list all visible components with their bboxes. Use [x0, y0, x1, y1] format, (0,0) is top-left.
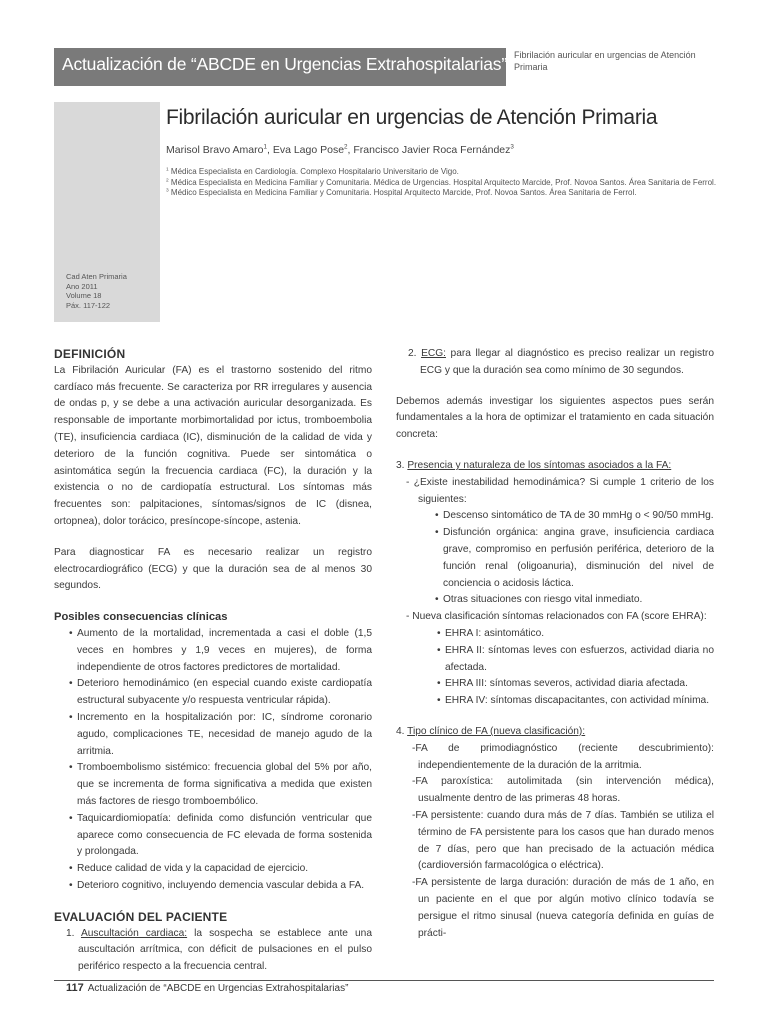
fa-type: -FA persistente de larga duración: duración de más de 1 año, en un paciente en el que por algún motivo clínico todavía se persigue el ritmo sinusal (nueva categoría definida en guías de prácti- [412, 877, 714, 939]
article-title: Fibrilación auricular en urgencias de Atención Primaria [166, 106, 658, 129]
section-heading-definicion: DEFINICIÓN [54, 347, 126, 361]
affiliation: $^2$ Médica Especialista en Medicina Familiar y Comunitaria. Médica de Urgencias. Hospital Arquitecto Marcide, Prof. Novoa Santos. Área Sanitaria de Ferrol. [166, 177, 717, 187]
list-item: • Otras situaciones con riesgo vital inmediato. [436, 592, 714, 609]
instability-list [396, 508, 714, 609]
footer-text: Actualización de “ABCDE en Urgencias Extrahospitalarias” [87, 983, 349, 994]
fa-type: -FA persistente: cuando dura más de 7 días. También se utiliza el término de FA persistente para los casos que han durado menos de 7 días, pero que han precisado de la actuación médica (cardioversión farmacológica o eléctrica). [412, 809, 714, 872]
journal-name: Cad Aten Primaria [66, 272, 127, 281]
paragraph: Debemos además investigar los siguientes aspectos pues serán fundamentales a la hora de optimizar el tratamiento en cada situación concreta: [396, 395, 714, 441]
subheading-consecuencias: Posibles consecuencias clínicas [54, 611, 228, 624]
list-item: • Taquicardiomiopatía: definida como disfunción ventricular que aparece como consecuencia de FC elevada de forma sostenida y prolongada. [70, 811, 372, 861]
list-item: • EHRA I: asintomático. [438, 626, 714, 643]
evaluation-list-cont [396, 346, 714, 380]
instability-question: - ¿Existe inestabilidad hemodinámica? Si cumple 1 criterio de los siguientes: [406, 476, 714, 505]
journal-volume: Volume 18 [66, 291, 102, 301]
author-sup: 1 [263, 143, 267, 151]
list-item: • Reduce calidad de vida y la capacidad de ejercicio. [70, 861, 372, 878]
journal-pages: Páx. 117-122 [66, 300, 111, 310]
list-item: • Tromboembolismo sistémico: frecuencia global del 5% por año, que se incrementa de forma significativa a medida que existen más factores de riesgo tromboembólico. [70, 760, 372, 810]
banner-title: Actualización de “ABCDE en Urgencias Extrahospitalarias” [62, 54, 507, 74]
left-column [54, 346, 372, 976]
author-name: Eva Lago Pose [272, 144, 345, 156]
section-heading-evaluacion: EVALUACIÓN DEL PACIENTE [54, 909, 228, 924]
list-item: • EHRA IV: síntomas discapacitantes, con actividad mínima. [438, 693, 714, 710]
list-item: • EHRA III: síntomas severos, actividad diaria afectada. [438, 676, 714, 693]
page-number: 117 [66, 982, 84, 994]
list-item: • Disfunción orgánica: angina grave, insuficiencia cardiaca grave, compromiso en perfusión periférica, deterioro de la función renal (oligoanuria), disminución del nivel de conciencia o acidosis láctica. [436, 525, 714, 592]
consequences-list [54, 626, 372, 895]
affiliation: $^1$ Médica Especialista en Cardiología. Complexo Hospitalario Universitario de Vigo. [166, 167, 459, 176]
author-sup: 2 [344, 143, 348, 151]
author-name: Francisco Javier Roca Fernández [353, 144, 511, 156]
list-item: • Deterioro cognitivo, incluyendo demencia vascular debida a FA. [70, 878, 372, 895]
footer-rule [54, 980, 714, 981]
fa-type: -FA de primodiagnóstico (reciente descubrimiento): independientemente de la duración de la arritmia. [412, 742, 714, 771]
item-3-heading: 3. Presencia y naturaleza de los síntomas asociados a la FA: [396, 459, 672, 471]
running-head: Fibrilación auricular en urgencias de Atención Primaria [514, 50, 696, 72]
affiliations [166, 167, 726, 199]
list-item: 2. ECG: para llegar al diagnóstico es preciso realizar un registro ECG y que la duración sea como mínimo de 30 segundos. [408, 348, 714, 376]
fa-type: -FA paroxística: autolimitada (sin intervención médica), usualmente dentro de las primeras 48 horas. [412, 776, 714, 805]
ehra-list [396, 626, 714, 710]
evaluation-list [54, 926, 372, 976]
right-column [396, 346, 714, 942]
list-item: • Incremento en la hospitalización por: IC, síndrome coronario agudo, complicaciones TE, necesidad de manejo agudo de la arritmia. [70, 710, 372, 760]
ehra-intro: - Nueva clasificación síntomas relacionados con FA (score EHRA): [406, 611, 707, 623]
list-item: 1. Auscultación cardiaca: la sospecha se establece ante una auscultación arrítmica, con déficit de pulsaciones en el pulso periférico respecto a la frecuencia central. [66, 927, 372, 973]
journal-year: Ano 2011 [66, 281, 98, 291]
list-item: • EHRA II: síntomas leves con esfuerzos, actividad diaria no afectada. [438, 643, 714, 677]
author-sup: 3 [510, 143, 514, 151]
list-item: • Aumento de la mortalidad, incrementada a casi el doble (1,5 veces en hombres y 1,9 veces en mujeres), de forma independiente de otros factores predictores de mortalidad. [70, 626, 372, 676]
paragraph: Para diagnosticar FA es necesario realizar un registro electrocardiográfico (ECG) y que la duración sea de al menos 30 segundos. [54, 546, 372, 592]
journal-info [66, 272, 127, 310]
list-item: • Descenso sintomático de TA de 30 mmHg o < 90/50 mmHg. [436, 508, 714, 525]
paragraph: La Fibrilación Auricular (FA) es el trastorno sostenido del ritmo cardíaco más frecuente. Se caracteriza por RR irregulares y ausencia de ondas p, y se debe a una activación auricular desorganizada. Es responsable de importante morbimortalidad por ictus, tromboembolia (TE), insuficiencia cardiaca (IC), disminución de la calidad de vida y deterioro de la función cognitiva. Puede ser sintomática o asintomática según la frecuencia cardiaca (FC), la duración y la existencia o no de cardiopatía estructural. Los síntomas más frecuentes son: palpitaciones, síntomas/signos de IC (disnea, ortopnea), dolor torácico, presíncope-síncope, astenia. [54, 364, 372, 527]
author-list: Marisol Bravo Amaro$^1$, Eva Lago Pose$^2$, Francisco Javier Roca Fernández$^3$ [166, 143, 514, 156]
author-name: Marisol Bravo Amaro [166, 144, 264, 156]
list-item: • Deterioro hemodinámico (en especial cuando existe cardiopatía estructural subyacente y/o respuesta ventricular rápida). [70, 676, 372, 710]
affiliation: $^3$ Médico Especialista en Medicina Familiar y Comunitaria. Hospital Arquitecto Marcide, Prof. Novoa Santos. Área Sanitaria de Ferrol. [166, 188, 637, 197]
footer [66, 982, 348, 994]
item-4-heading: 4. Tipo clínico de FA (nueva clasificación): [396, 725, 586, 737]
